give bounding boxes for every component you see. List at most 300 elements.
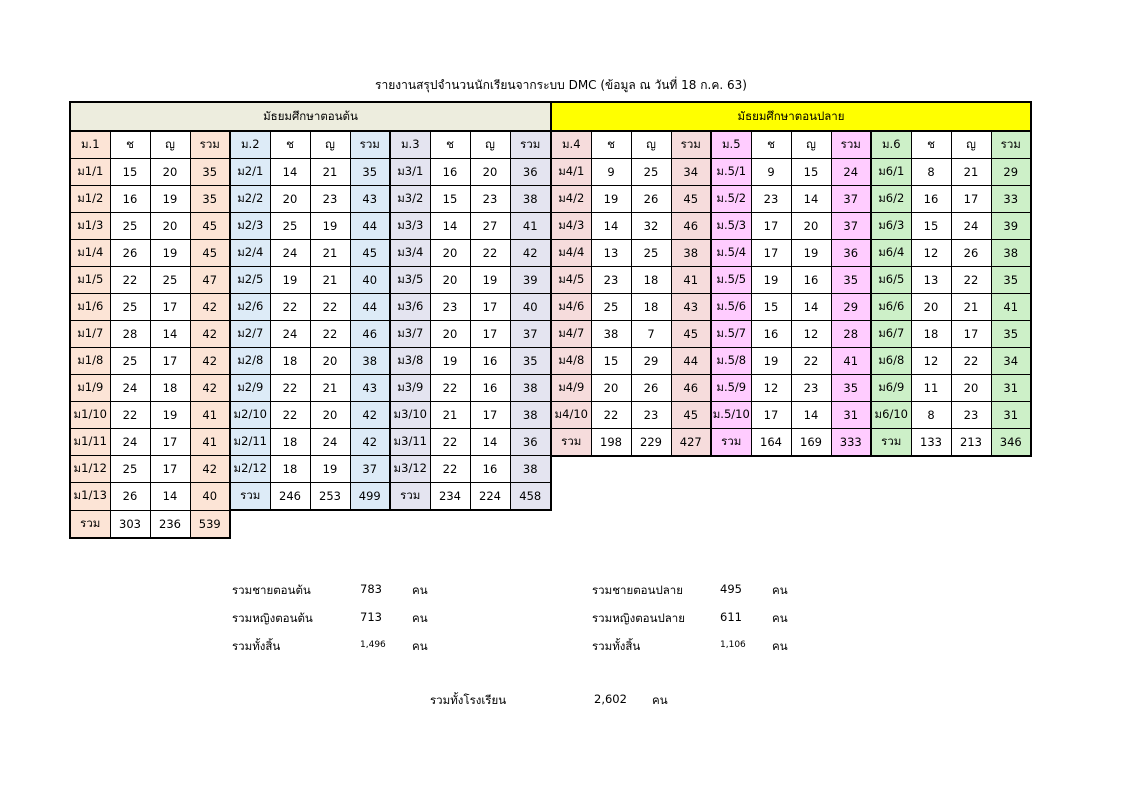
female-count: 17: [150, 429, 190, 456]
male-count: 28: [110, 321, 150, 348]
class-name: ม2/4: [230, 240, 270, 267]
female-count: 169: [791, 429, 831, 457]
class-name: ม1/3: [70, 213, 110, 240]
class-name: ม2/3: [230, 213, 270, 240]
school-total-value: 2,602: [594, 692, 627, 706]
total-count: 41: [991, 294, 1031, 321]
female-count: 17: [150, 456, 190, 483]
male-count: 22: [430, 456, 470, 483]
female-count: 18: [631, 294, 671, 321]
female-count: 213: [951, 429, 991, 457]
female-count: 17: [470, 294, 510, 321]
male-count: 16: [751, 321, 791, 348]
total-header: รวม: [831, 131, 871, 159]
total-count: 36: [510, 429, 551, 456]
female-count: 23: [631, 402, 671, 429]
class-name: ม2/8: [230, 348, 270, 375]
summary-unit: คน: [412, 611, 428, 625]
class-name: ม.5/7: [711, 321, 751, 348]
total-row-label: รวม: [230, 483, 270, 511]
class-name: ม1/2: [70, 186, 110, 213]
total-count: 40: [350, 267, 390, 294]
total-count: 35: [190, 159, 230, 186]
male-count: 20: [430, 321, 470, 348]
female-count: 19: [310, 456, 350, 483]
total-count: 36: [831, 240, 871, 267]
female-count: 26: [631, 186, 671, 213]
male-count: 17: [751, 402, 791, 429]
male-count: 19: [270, 267, 310, 294]
summary-value: 611: [720, 610, 742, 624]
female-count: 22: [470, 240, 510, 267]
male-header: ช: [751, 131, 791, 159]
female-count: 16: [470, 348, 510, 375]
class-name: ม2/1: [230, 159, 270, 186]
total-count: 42: [350, 429, 390, 456]
total-count: 38: [991, 240, 1031, 267]
total-header: รวม: [190, 131, 230, 159]
lower-secondary-table: [69, 101, 552, 539]
male-count: 20: [430, 267, 470, 294]
total-row-label: รวม: [551, 429, 591, 457]
total-count: 42: [190, 294, 230, 321]
female-count: 18: [150, 375, 190, 402]
total-header: รวม: [671, 131, 711, 159]
total-count: 31: [831, 402, 871, 429]
empty-cell: [470, 510, 510, 538]
female-count: 21: [310, 240, 350, 267]
female-count: 26: [631, 375, 671, 402]
female-count: 24: [310, 429, 350, 456]
female-count: 14: [791, 294, 831, 321]
total-count: 44: [350, 294, 390, 321]
male-count: 234: [430, 483, 470, 511]
class-name: ม3/9: [390, 375, 430, 402]
class-name: ม1/9: [70, 375, 110, 402]
female-count: 17: [951, 186, 991, 213]
female-count: 23: [951, 402, 991, 429]
female-count: 17: [470, 402, 510, 429]
total-count: 45: [190, 213, 230, 240]
total-count: 539: [190, 510, 230, 538]
total-count: 458: [510, 483, 551, 511]
total-count: 43: [350, 186, 390, 213]
male-count: 19: [591, 186, 631, 213]
male-count: 22: [430, 429, 470, 456]
total-count: 37: [510, 321, 551, 348]
male-count: 25: [110, 456, 150, 483]
female-count: 20: [791, 213, 831, 240]
female-header: ญ: [150, 131, 190, 159]
report-title: รายงานสรุปจำนวนนักเรียนจากระบบ DMC (ข้อมูล ณ วันที่ 18 ก.ค. 63): [375, 78, 747, 92]
male-count: 22: [591, 402, 631, 429]
female-count: 7: [631, 321, 671, 348]
male-count: 22: [430, 375, 470, 402]
female-count: 19: [470, 267, 510, 294]
summary-value: 495: [720, 582, 742, 596]
grade-header: ม.5: [711, 131, 751, 159]
female-count: 14: [150, 321, 190, 348]
total-count: 38: [510, 186, 551, 213]
total-count: 38: [510, 456, 551, 483]
class-name: ม1/13: [70, 483, 110, 511]
female-count: 29: [631, 348, 671, 375]
total-count: 35: [510, 348, 551, 375]
male-count: 24: [110, 429, 150, 456]
total-count: 46: [671, 213, 711, 240]
male-count: 17: [751, 240, 791, 267]
class-name: ม1/12: [70, 456, 110, 483]
class-name: ม.5/2: [711, 186, 751, 213]
male-header: ช: [430, 131, 470, 159]
empty-cell: [510, 510, 551, 538]
male-count: 17: [751, 213, 791, 240]
class-name: ม1/5: [70, 267, 110, 294]
total-count: 427: [671, 429, 711, 457]
total-count: 42: [190, 321, 230, 348]
female-count: 19: [150, 240, 190, 267]
summary-unit: คน: [772, 583, 788, 597]
male-count: 133: [911, 429, 951, 457]
total-count: 29: [831, 294, 871, 321]
total-count: 42: [190, 348, 230, 375]
class-name: ม4/9: [551, 375, 591, 402]
class-name: ม4/7: [551, 321, 591, 348]
female-count: 32: [631, 213, 671, 240]
female-count: 14: [791, 186, 831, 213]
female-count: 21: [310, 159, 350, 186]
male-count: 13: [591, 240, 631, 267]
class-name: ม3/1: [390, 159, 430, 186]
class-name: ม3/2: [390, 186, 430, 213]
male-count: 38: [591, 321, 631, 348]
class-name: ม3/4: [390, 240, 430, 267]
total-count: 45: [350, 240, 390, 267]
total-count: 47: [190, 267, 230, 294]
class-name: ม6/8: [871, 348, 911, 375]
empty-cell: [350, 510, 390, 538]
female-count: 25: [631, 240, 671, 267]
class-name: ม4/3: [551, 213, 591, 240]
total-count: 45: [671, 186, 711, 213]
class-name: ม6/5: [871, 267, 911, 294]
male-count: 20: [911, 294, 951, 321]
summary-label: รวมทั้งสิ้น: [592, 639, 641, 653]
total-count: 499: [350, 483, 390, 511]
female-count: 25: [631, 159, 671, 186]
male-count: 23: [430, 294, 470, 321]
total-count: 41: [831, 348, 871, 375]
summary-value: 1,106: [720, 640, 746, 650]
total-count: 35: [991, 321, 1031, 348]
total-count: 42: [350, 402, 390, 429]
male-header: ช: [270, 131, 310, 159]
male-count: 22: [110, 402, 150, 429]
class-name: ม1/8: [70, 348, 110, 375]
class-name: ม2/9: [230, 375, 270, 402]
grade-header: ม.4: [551, 131, 591, 159]
female-count: 19: [150, 186, 190, 213]
total-row-label: รวม: [711, 429, 751, 457]
summary-unit: คน: [772, 639, 788, 653]
section-band-title: มัธยมศึกษาตอนต้น: [70, 102, 551, 131]
total-count: 39: [510, 267, 551, 294]
total-count: 35: [190, 186, 230, 213]
female-count: 22: [951, 348, 991, 375]
total-count: 24: [831, 159, 871, 186]
female-count: 23: [791, 375, 831, 402]
class-name: ม.5/1: [711, 159, 751, 186]
class-name: ม1/10: [70, 402, 110, 429]
male-count: 22: [270, 402, 310, 429]
class-name: ม6/1: [871, 159, 911, 186]
male-count: 23: [591, 267, 631, 294]
male-count: 25: [110, 294, 150, 321]
class-name: ม2/7: [230, 321, 270, 348]
male-count: 15: [591, 348, 631, 375]
class-name: ม1/11: [70, 429, 110, 456]
total-count: 29: [991, 159, 1031, 186]
male-count: 9: [751, 159, 791, 186]
female-count: 21: [951, 159, 991, 186]
female-count: 19: [150, 402, 190, 429]
class-name: ม1/4: [70, 240, 110, 267]
summary-unit: คน: [412, 639, 428, 653]
class-name: ม2/6: [230, 294, 270, 321]
male-header: ช: [911, 131, 951, 159]
male-count: 20: [591, 375, 631, 402]
total-count: 44: [671, 348, 711, 375]
male-count: 9: [591, 159, 631, 186]
class-name: ม2/2: [230, 186, 270, 213]
female-count: 224: [470, 483, 510, 511]
male-count: 18: [270, 429, 310, 456]
summary-label: รวมหญิงตอนปลาย: [592, 611, 685, 625]
grade-header: ม.3: [390, 131, 430, 159]
female-count: 23: [470, 186, 510, 213]
male-count: 15: [430, 186, 470, 213]
male-count: 15: [751, 294, 791, 321]
male-count: 16: [110, 186, 150, 213]
female-header: ญ: [791, 131, 831, 159]
total-count: 40: [510, 294, 551, 321]
class-name: ม3/8: [390, 348, 430, 375]
class-name: ม4/10: [551, 402, 591, 429]
class-name: ม2/11: [230, 429, 270, 456]
class-name: ม3/3: [390, 213, 430, 240]
total-count: 45: [671, 321, 711, 348]
class-name: ม4/6: [551, 294, 591, 321]
male-count: 14: [270, 159, 310, 186]
male-count: 15: [110, 159, 150, 186]
empty-cell: [230, 510, 270, 538]
female-count: 16: [470, 456, 510, 483]
total-count: 35: [831, 267, 871, 294]
class-name: ม1/6: [70, 294, 110, 321]
male-count: 26: [110, 483, 150, 511]
male-count: 14: [591, 213, 631, 240]
total-count: 46: [350, 321, 390, 348]
female-count: 14: [470, 429, 510, 456]
female-count: 236: [150, 510, 190, 538]
female-header: ญ: [470, 131, 510, 159]
male-count: 19: [430, 348, 470, 375]
total-row-label: รวม: [871, 429, 911, 457]
male-count: 164: [751, 429, 791, 457]
class-name: ม4/2: [551, 186, 591, 213]
class-name: ม3/12: [390, 456, 430, 483]
female-count: 22: [791, 348, 831, 375]
male-count: 12: [751, 375, 791, 402]
female-count: 18: [631, 267, 671, 294]
class-name: ม3/11: [390, 429, 430, 456]
male-count: 14: [430, 213, 470, 240]
male-count: 26: [110, 240, 150, 267]
total-count: 42: [510, 240, 551, 267]
class-name: ม6/9: [871, 375, 911, 402]
class-name: ม4/4: [551, 240, 591, 267]
summary-unit: คน: [412, 583, 428, 597]
class-name: ม6/6: [871, 294, 911, 321]
total-count: 45: [671, 402, 711, 429]
male-count: 8: [911, 402, 951, 429]
summary-value: 783: [360, 582, 382, 596]
total-count: 38: [510, 375, 551, 402]
summary-label: รวมชายตอนต้น: [232, 583, 311, 597]
male-count: 18: [270, 348, 310, 375]
class-name: ม.5/3: [711, 213, 751, 240]
male-count: 25: [110, 213, 150, 240]
class-name: ม.5/8: [711, 348, 751, 375]
male-header: ช: [110, 131, 150, 159]
female-count: 26: [951, 240, 991, 267]
total-header: รวม: [991, 131, 1031, 159]
female-count: 14: [791, 402, 831, 429]
class-name: ม.5/4: [711, 240, 751, 267]
female-count: 14: [150, 483, 190, 511]
class-name: ม2/10: [230, 402, 270, 429]
total-count: 38: [671, 240, 711, 267]
total-count: 35: [831, 375, 871, 402]
male-count: 246: [270, 483, 310, 511]
class-name: ม2/5: [230, 267, 270, 294]
empty-cell: [390, 510, 430, 538]
total-count: 43: [350, 375, 390, 402]
female-count: 22: [310, 321, 350, 348]
total-count: 333: [831, 429, 871, 457]
total-count: 34: [671, 159, 711, 186]
male-count: 15: [911, 213, 951, 240]
female-count: 20: [310, 348, 350, 375]
female-count: 17: [150, 294, 190, 321]
female-count: 20: [150, 213, 190, 240]
female-count: 20: [150, 159, 190, 186]
male-count: 12: [911, 348, 951, 375]
total-row-label: รวม: [70, 510, 110, 538]
total-count: 346: [991, 429, 1031, 457]
male-count: 18: [911, 321, 951, 348]
empty-cell: [310, 510, 350, 538]
total-count: 41: [510, 213, 551, 240]
total-count: 45: [190, 240, 230, 267]
female-count: 17: [951, 321, 991, 348]
class-name: ม.5/10: [711, 402, 751, 429]
total-count: 35: [350, 159, 390, 186]
total-count: 37: [831, 213, 871, 240]
class-name: ม2/12: [230, 456, 270, 483]
female-count: 23: [310, 186, 350, 213]
class-name: ม6/10: [871, 402, 911, 429]
class-name: ม.5/6: [711, 294, 751, 321]
class-name: ม3/7: [390, 321, 430, 348]
female-count: 20: [951, 375, 991, 402]
total-count: 42: [190, 375, 230, 402]
male-count: 21: [430, 402, 470, 429]
class-name: ม4/5: [551, 267, 591, 294]
female-count: 20: [470, 159, 510, 186]
grade-header: ม.2: [230, 131, 270, 159]
upper-secondary-table: [550, 101, 1032, 457]
summary-label: รวมหญิงตอนต้น: [232, 611, 313, 625]
summary-unit: คน: [772, 611, 788, 625]
male-count: 24: [270, 240, 310, 267]
male-count: 25: [110, 348, 150, 375]
total-row-label: รวม: [390, 483, 430, 511]
total-count: 41: [190, 429, 230, 456]
total-count: 36: [510, 159, 551, 186]
male-count: 11: [911, 375, 951, 402]
female-count: 229: [631, 429, 671, 457]
class-name: ม1/7: [70, 321, 110, 348]
total-count: 34: [991, 348, 1031, 375]
class-name: ม6/3: [871, 213, 911, 240]
female-count: 20: [310, 402, 350, 429]
female-header: ญ: [951, 131, 991, 159]
total-count: 44: [350, 213, 390, 240]
total-count: 37: [831, 186, 871, 213]
female-count: 16: [470, 375, 510, 402]
total-count: 41: [671, 267, 711, 294]
total-count: 46: [671, 375, 711, 402]
total-count: 37: [350, 456, 390, 483]
female-header: ญ: [631, 131, 671, 159]
total-count: 42: [190, 456, 230, 483]
male-count: 24: [110, 375, 150, 402]
female-count: 22: [310, 294, 350, 321]
class-name: ม3/5: [390, 267, 430, 294]
male-count: 19: [751, 267, 791, 294]
empty-cell: [270, 510, 310, 538]
class-name: ม6/7: [871, 321, 911, 348]
total-count: 40: [190, 483, 230, 511]
female-count: 27: [470, 213, 510, 240]
total-count: 38: [350, 348, 390, 375]
class-name: ม6/2: [871, 186, 911, 213]
male-count: 19: [751, 348, 791, 375]
total-count: 43: [671, 294, 711, 321]
male-count: 16: [911, 186, 951, 213]
class-name: ม.5/9: [711, 375, 751, 402]
total-count: 39: [991, 213, 1031, 240]
female-count: 21: [310, 267, 350, 294]
total-count: 33: [991, 186, 1031, 213]
male-count: 22: [270, 294, 310, 321]
female-count: 17: [150, 348, 190, 375]
male-count: 198: [591, 429, 631, 457]
total-header: รวม: [350, 131, 390, 159]
female-count: 19: [310, 213, 350, 240]
female-count: 25: [150, 267, 190, 294]
